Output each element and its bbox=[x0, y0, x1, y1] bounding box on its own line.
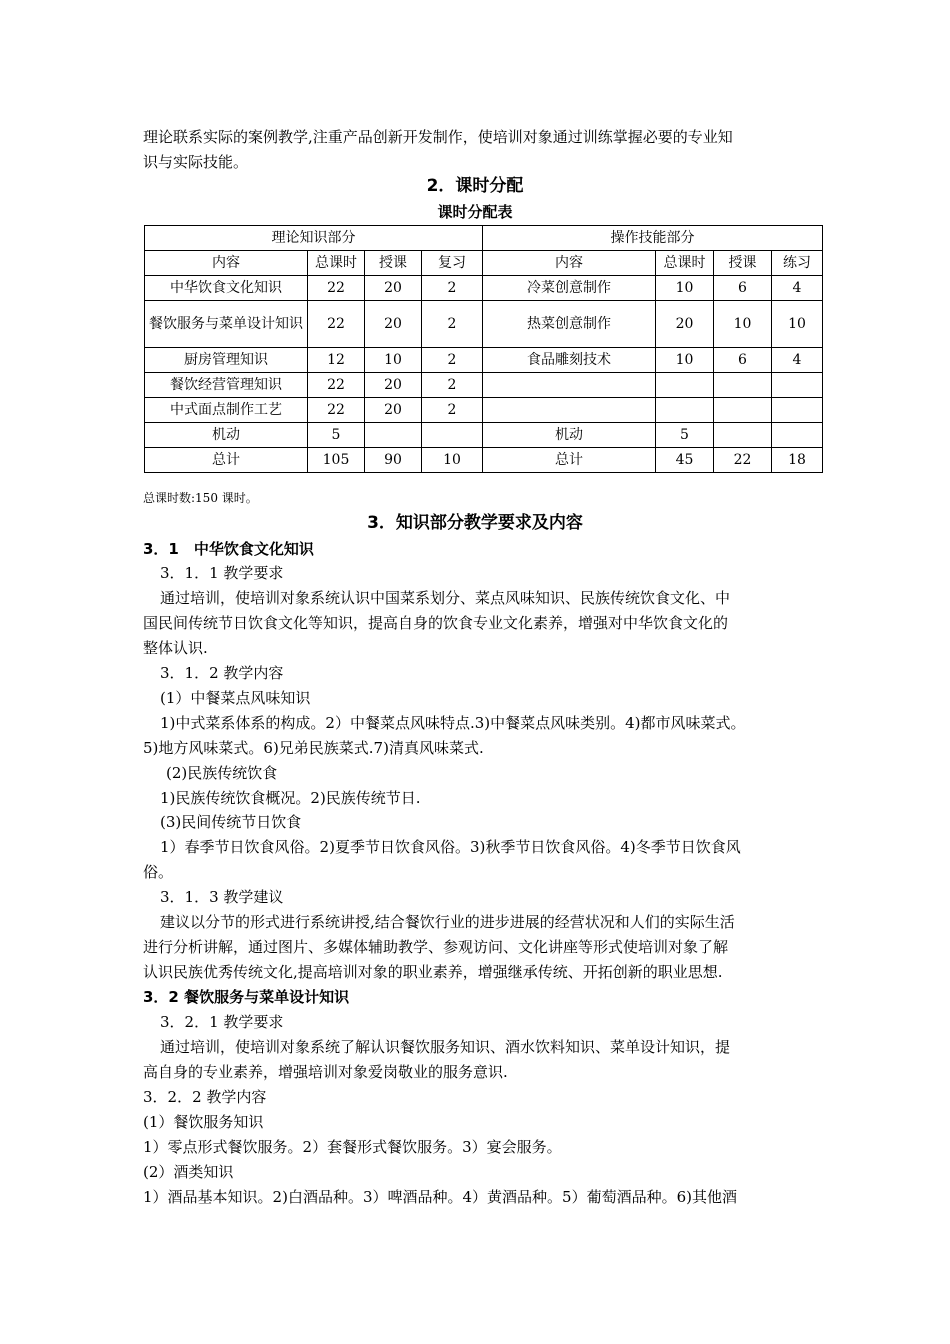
paragraph-line: 建议以分节的形式进行系统讲授,结合餐饮行业的进步进展的经营状况和人们的实际生活 bbox=[160, 913, 735, 931]
table-cell bbox=[656, 373, 714, 398]
paragraph-line: 认识民族优秀传统文化,提高培训对象的职业素养，增强继承传统、开拓创新的职业思想. bbox=[143, 963, 723, 981]
table-cell: 6 bbox=[714, 276, 772, 301]
table-cell: 12 bbox=[308, 348, 365, 373]
heading-3-2-2: 3．2．2 教学内容 bbox=[143, 1088, 267, 1106]
table-caption: 课时分配表 bbox=[437, 203, 513, 221]
heading-3-1: 3．1 中华饮食文化知识 bbox=[143, 540, 314, 558]
table-cell: 总计 bbox=[483, 448, 656, 473]
paragraph-line: 通过培训，使培训对象系统了解认识餐饮服务知识、酒水饮料知识、菜单设计知识，提 bbox=[160, 1038, 731, 1056]
section-3-title: 3．知识部分教学要求及内容 bbox=[367, 513, 583, 533]
table-cell: 冷菜创意制作 bbox=[483, 276, 656, 301]
list-heading: (2)民族传统饮食 bbox=[166, 764, 278, 782]
table-cell: 机动 bbox=[483, 423, 656, 448]
paragraph-line: 高自身的专业素养，增强培训对象爱岗敬业的服务意识. bbox=[143, 1063, 508, 1081]
heading-3-1-1: 3．1．1 教学要求 bbox=[160, 564, 284, 582]
table-cell: 20 bbox=[365, 398, 422, 423]
table-cell: 2 bbox=[422, 276, 483, 301]
table-cell: 食品雕刻技术 bbox=[483, 348, 656, 373]
table-cell bbox=[772, 423, 823, 448]
table-cell: 4 bbox=[772, 276, 823, 301]
total-hours-note: 总课时数:150 课时。 bbox=[143, 491, 258, 505]
table-cell: 10 bbox=[772, 301, 823, 348]
table-row bbox=[145, 448, 823, 473]
heading-3-1-3: 3．1．3 教学建议 bbox=[160, 888, 284, 906]
column-header: 总课时 bbox=[308, 251, 365, 276]
table-cell: 10 bbox=[365, 348, 422, 373]
table-cell bbox=[365, 423, 422, 448]
section-2-title: 2．课时分配 bbox=[426, 176, 524, 196]
list-line: 1）零点形式餐饮服务。2）套餐形式餐饮服务。3）宴会服务。 bbox=[143, 1138, 562, 1156]
table-cell: 22 bbox=[308, 398, 365, 423]
table-row bbox=[145, 423, 823, 448]
table-cell: 10 bbox=[656, 348, 714, 373]
paragraph-line: 整体认识. bbox=[143, 639, 208, 657]
table-cell: 总计 bbox=[145, 448, 308, 473]
table-cell: 20 bbox=[365, 373, 422, 398]
table-cell: 90 bbox=[365, 448, 422, 473]
column-header: 总课时 bbox=[656, 251, 714, 276]
heading-3-1-2: 3．1．2 教学内容 bbox=[160, 664, 284, 682]
table-row bbox=[145, 301, 823, 348]
hours-allocation-table bbox=[144, 225, 823, 473]
table-cell bbox=[422, 423, 483, 448]
table-cell: 45 bbox=[656, 448, 714, 473]
column-header: 授课 bbox=[365, 251, 422, 276]
table-cell: 105 bbox=[308, 448, 365, 473]
table-cell: 6 bbox=[714, 348, 772, 373]
table-cell bbox=[714, 398, 772, 423]
list-heading: (1）中餐菜点风味知识 bbox=[160, 689, 311, 707]
table-cell: 10 bbox=[422, 448, 483, 473]
table-cell: 18 bbox=[772, 448, 823, 473]
table-cell bbox=[714, 423, 772, 448]
table-cell: 2 bbox=[422, 348, 483, 373]
list-line: 1）春季节日饮食风俗。2)夏季节日饮食风俗。3)秋季节日饮食风俗。4)冬季节日饮食风 bbox=[160, 838, 741, 856]
column-header: 练习 bbox=[772, 251, 823, 276]
table-cell: 4 bbox=[772, 348, 823, 373]
column-header: 复习 bbox=[422, 251, 483, 276]
table-cell bbox=[772, 373, 823, 398]
table-cell: 22 bbox=[308, 276, 365, 301]
table-cell bbox=[714, 373, 772, 398]
table-cell: 餐饮经营管理知识 bbox=[145, 373, 308, 398]
intro-line-1: 理论联系实际的案例教学,注重产品创新开发制作，使培训对象通过训练掌握必要的专业知 bbox=[143, 128, 733, 146]
table-cell: 22 bbox=[308, 301, 365, 348]
table-cell bbox=[772, 398, 823, 423]
table-row bbox=[145, 398, 823, 423]
column-header-row bbox=[145, 251, 823, 276]
table-cell: 中式面点制作工艺 bbox=[145, 398, 308, 423]
heading-3-2-1: 3．2．1 教学要求 bbox=[160, 1013, 284, 1031]
column-header: 内容 bbox=[145, 251, 308, 276]
table-cell: 22 bbox=[714, 448, 772, 473]
heading-3-2: 3．2 餐饮服务与菜单设计知识 bbox=[143, 988, 350, 1006]
table-cell: 5 bbox=[308, 423, 365, 448]
skill-group-header: 操作技能部分 bbox=[483, 226, 823, 251]
table-cell bbox=[483, 398, 656, 423]
list-line: 俗。 bbox=[143, 863, 174, 881]
table-cell: 2 bbox=[422, 301, 483, 348]
paragraph-line: 进行分析讲解，通过图片、多媒体辅助教学、参观访问、文化讲座等形式使培训对象了解 bbox=[143, 938, 729, 956]
table-row bbox=[145, 348, 823, 373]
table-cell: 5 bbox=[656, 423, 714, 448]
list-line: 5)地方风味菜式。6)兄弟民族菜式.7)清真风味菜式. bbox=[143, 739, 484, 757]
table-cell: 20 bbox=[365, 301, 422, 348]
table-cell: 机动 bbox=[145, 423, 308, 448]
table-cell: 10 bbox=[714, 301, 772, 348]
list-line: 1)中式菜系体系的构成。2）中餐菜点风味特点.3)中餐菜点风味类别。4)都市风味菜式。 bbox=[160, 714, 746, 732]
list-line: 1)民族传统饮食概况。2)民族传统节日. bbox=[160, 789, 421, 807]
intro-line-2: 识与实际技能。 bbox=[143, 153, 249, 171]
list-heading: (2）酒类知识 bbox=[143, 1163, 234, 1181]
table-row bbox=[145, 373, 823, 398]
table-cell: 22 bbox=[308, 373, 365, 398]
table-cell: 中华饮食文化知识 bbox=[145, 276, 308, 301]
theory-group-header: 理论知识部分 bbox=[145, 226, 483, 251]
paragraph-line: 通过培训，使培训对象系统认识中国菜系划分、菜点风味知识、民族传统饮食文化、中 bbox=[160, 589, 731, 607]
table-cell: 餐饮服务与菜单设计知识 bbox=[145, 301, 308, 348]
table-cell: 厨房管理知识 bbox=[145, 348, 308, 373]
table-cell: 20 bbox=[365, 276, 422, 301]
table-cell: 10 bbox=[656, 276, 714, 301]
list-heading: (3)民间传统节日饮食 bbox=[160, 813, 302, 831]
table-cell: 热菜创意制作 bbox=[483, 301, 656, 348]
column-header: 授课 bbox=[714, 251, 772, 276]
table-cell bbox=[656, 398, 714, 423]
table-cell: 2 bbox=[422, 373, 483, 398]
table-cell: 2 bbox=[422, 398, 483, 423]
list-heading: (1）餐饮服务知识 bbox=[143, 1113, 264, 1131]
table-row bbox=[145, 276, 823, 301]
table-cell: 20 bbox=[656, 301, 714, 348]
column-header: 内容 bbox=[483, 251, 656, 276]
table-cell bbox=[483, 373, 656, 398]
list-line: 1）酒品基本知识。2)白酒品种。3）啤酒品种。4）黄酒品种。5）葡萄酒品种。6)其他酒 bbox=[143, 1188, 737, 1206]
paragraph-line: 国民间传统节日饮食文化等知识，提高自身的饮食专业文化素养，增强对中华饮食文化的 bbox=[143, 614, 729, 632]
